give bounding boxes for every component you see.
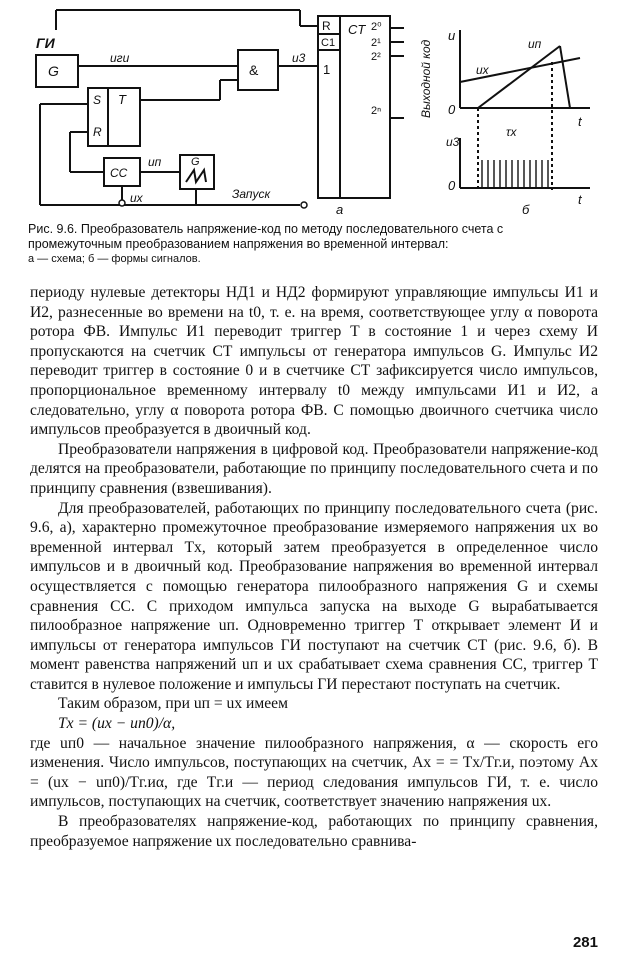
paragraph-5: где uп0 — начальное значение пилообразного напряжения, α — скорость его изменения. Число импульсов, поступающих на счетчик, Ax = = Tx/Tг.и, поэтому Ax = (ux − uп0)/Tг.иα, где Tг.и — период следования импульсов ГИ, т. е. число импульсов, поступающих на счетчик, соответствует значению напряжения ux. [30, 734, 598, 811]
zero-label: 0 [448, 102, 456, 117]
formula: Tx = (ux − uп0)/α, [58, 715, 176, 733]
cc-label: CC [110, 166, 128, 180]
paragraph-4: Таким образом, при uп = ux имеем [58, 695, 288, 713]
trigger-t-label: T [118, 92, 126, 107]
start-label: Запуск [232, 187, 271, 201]
paragraph-6: В преобразователях напряжение-код, работающих по принципу сравнения, преобразуемое напряжение ux последовательно сравнива- [30, 813, 598, 850]
axis-u3-label: u3 [446, 135, 460, 149]
axis-t-label: t [578, 114, 582, 129]
un-label: uп [148, 155, 162, 169]
and-label: & [249, 62, 259, 78]
figure-9-6 [0, 0, 620, 222]
paragraph-3: Для преобразователей, работающих по принципу последовательного счета (рис. 9.6, а), характерно промежуточное преобразование измеряемого напряжения ux во временной интервал Tx, который затем преобразуется в определенное число импульсов и в двоичный код. Преобразование напряжения во временной интервал осуществляется с помощью генератора пилообразного напряжения G и схемы сравнения СС. С приходом импульса запуска на выходе G вырабатывается пилообразное напряжение uп. Одновременно триггер T открывает элемент И и импульсы от генератора импульсов ГИ поступают на счетчик СТ (рис. 9.6, б). В момент равенства напряжений uп и ux срабатывает схема сравнения СС, триггер T ставится в нулевое положение и импульсы ГИ перестают поступать на счетчик. [30, 499, 598, 693]
ramp-g-label: G [191, 156, 200, 168]
figure-caption [28, 222, 598, 267]
caption-main: Рис. 9.6. Преобразователь напряжение-код по методу последовательного счета с промежуточным преобразованием напряжения во временной интервал: [28, 222, 504, 251]
u-gi-label: uги [110, 51, 130, 65]
zero2-label: 0 [448, 178, 456, 193]
paragraph-2: Преобразователи напряжения в цифровой код. Преобразователи напряжение-код делятся на преобразователи, работающие по принципу последовательного счета и по принципу сравнения (взвешивания). [30, 440, 598, 497]
ux-input-label: ux [130, 191, 143, 205]
axis-u-label: u [448, 28, 456, 43]
tx-label: τx [506, 125, 517, 139]
ct-r-label: R [322, 19, 331, 33]
axis-t2-label: t [578, 192, 582, 207]
out-22-label: 2² [371, 51, 381, 63]
output-code-label: Выходной код [419, 39, 433, 118]
out-20-label: 2⁰ [371, 21, 382, 33]
ct-label: CT [348, 22, 366, 37]
out-21-label: 2¹ [371, 37, 381, 49]
ct-c1-label: C1 [321, 37, 336, 49]
ux-curve-label: ux [476, 63, 489, 77]
paragraph-1: периоду нулевые детекторы НД1 и НД2 формируют управляющие импульсы И1 и И2, разнесенные во времени на t0, т. е. на время, соответствующее углу α поворота ротора ФВ. Импульс И1 переводит триггер T в состояние 1 и через схему И пропускаются на счетчик СТ импульсы от генератора импульсов G. Импульс И2 переводит триггер в состояние 0 и в счетчике СТ зафиксируется число импульсов, пропорциональное временному интервалу t0 между импульсами И1 и И2, а следовательно, углу α поворота ротора ФВ. С помощью двоичного счетчика число импульсов преобразуется в двоичный код. [30, 284, 598, 439]
out-2n-label: 2ⁿ [371, 105, 382, 117]
page-number: 281 [572, 934, 598, 951]
trigger-r-label: R [93, 125, 102, 139]
un-curve-label: uп [528, 37, 542, 51]
label-b: б [522, 202, 530, 217]
gi-g-label: G [48, 63, 59, 79]
ct-input-1-label: 1 [323, 62, 331, 77]
u3-label: u3 [292, 51, 306, 65]
gi-label: ГИ [36, 35, 55, 51]
trigger-s-label: S [93, 93, 102, 107]
label-a: а [336, 202, 344, 217]
caption-sub: а — схема; б — формы сигналов. [28, 253, 201, 265]
body-text [30, 283, 598, 851]
